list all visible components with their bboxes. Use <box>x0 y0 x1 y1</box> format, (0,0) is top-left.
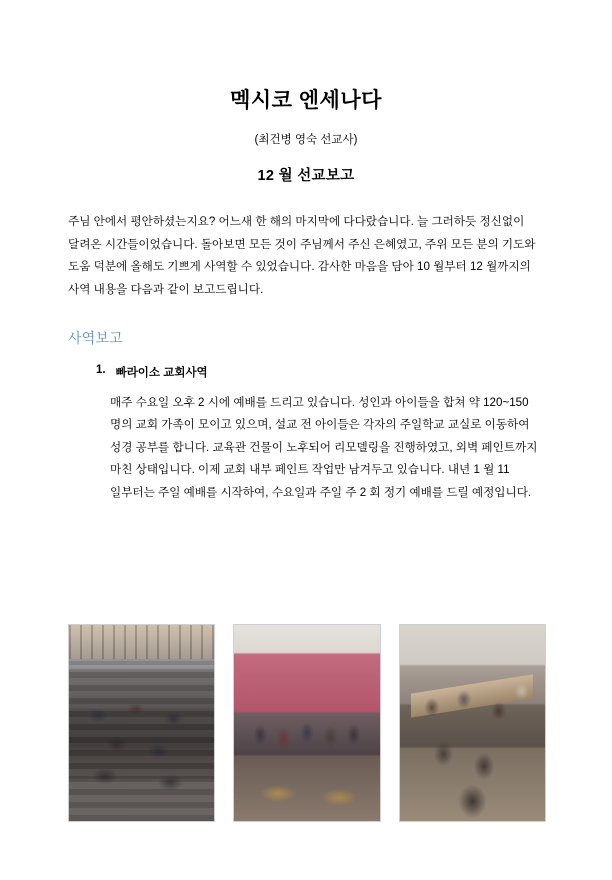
list-item-1-title: 빠라이소 교회사역 <box>115 366 208 379</box>
section-heading-ministry-report: 사역보고 <box>68 329 123 346</box>
list-item-1-body: 매주 수요일 오후 2 시에 예배를 드리고 있습니다. 성인과 아이들을 합쳐 약 120~150 명의 교회 가족이 모이고 있으며, 설교 전 아이들은 각자의 주일학교 교실로 이동하여 성경 공부를 합니다. 교육관 건물이 노후되어 리모델링을 진행하였고, 외벽 페인트까지 마친 상태입니다. 이제 교회 내부 페인트 작업만 남겨두고 있습니다. 내년 1 월 11 일부터는 주일 예배를 시작하여, 수요일과 주일 주 2 회 정기 예배를 드릴 예정입니다. <box>110 395 538 499</box>
list-item-1 <box>96 364 544 380</box>
photo-children-study <box>399 624 546 822</box>
document-title: 멕시코 엔세나다 <box>230 89 382 112</box>
missionary-names: (최건병 영숙 선교사) <box>254 134 358 147</box>
intro-paragraph: 주님 안에서 평안하셨는지요? 어느새 한 해의 마지막에 다다랐습니다. 늘 그러하듯 정신없이 달려온 시간들이었습니다. 돌아보면 모든 것이 주님께서 주신 은혜였고, 주위 모든 분의 기도와 도움 덕분에 올해도 기쁘게 사역할 수 있었습니다. 감사한 마음을 담아 10 월부터 12 월까지의 사역 내용을 다음과 같이 보고드립니다. <box>68 215 536 296</box>
list-item-1-number: 1. <box>96 363 106 376</box>
photo-church-worship <box>68 624 215 822</box>
photo-congregation-group <box>233 624 380 822</box>
photo-row <box>68 624 546 822</box>
document-page <box>0 88 612 880</box>
report-heading: 12 월 선교보고 <box>257 168 355 185</box>
